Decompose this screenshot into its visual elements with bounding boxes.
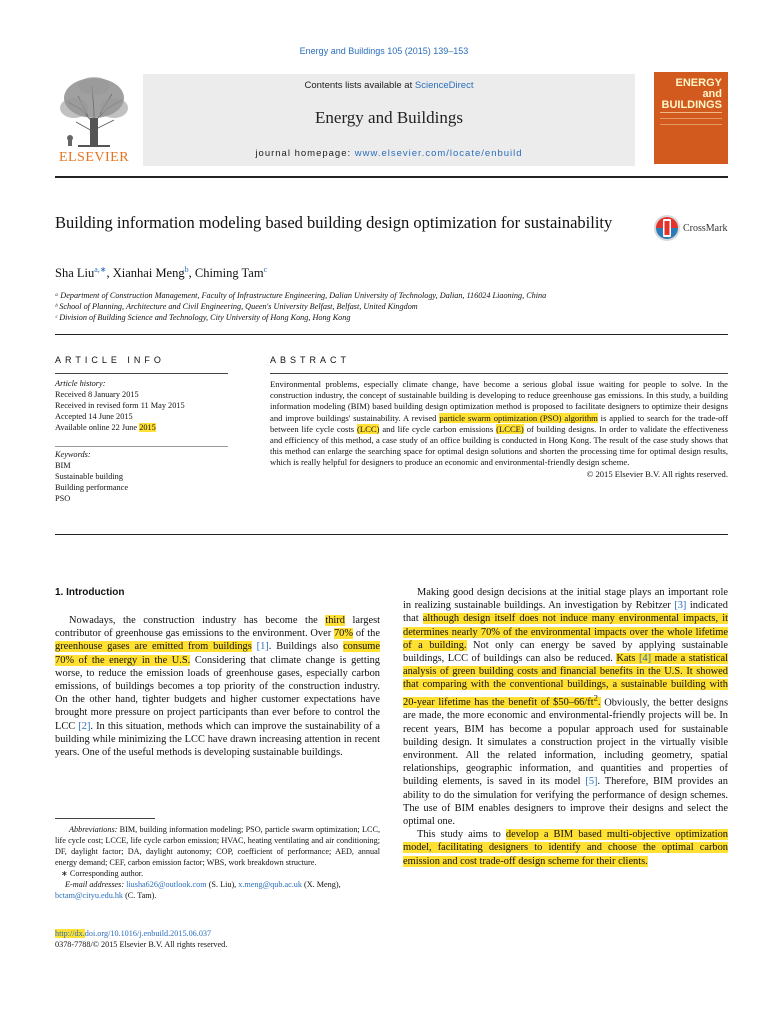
email-owner: (S. Liu), bbox=[206, 880, 239, 889]
section-heading: 1. Introduction bbox=[55, 587, 125, 598]
received-date: Received 8 January 2015 bbox=[55, 390, 139, 399]
keywords bbox=[55, 449, 230, 504]
homepage-link[interactable]: www.elsevier.com/locate/enbuild bbox=[354, 148, 523, 159]
text: indicated that bbox=[403, 600, 728, 625]
highlight: 70% bbox=[333, 628, 354, 640]
paragraph bbox=[403, 828, 728, 868]
citation-link[interactable]: [3] bbox=[674, 600, 687, 612]
abstract-body bbox=[270, 379, 728, 480]
text: . Therefore, BIM provides an ability to do the simulation for verifying the performance of design schemes. The use of BIM enables designers to improve their designs and select the optimal one. bbox=[403, 776, 728, 827]
contents-availability bbox=[143, 80, 635, 91]
paragraph bbox=[403, 586, 728, 828]
crossmark-label: CrossMark bbox=[683, 223, 728, 234]
abstract-text: of building designs. In order to validate the effectiveness and efficiency of this method, a case study of an office building is conducted in Hong Kong. The result of the case study shows that this method can enlarge the searching space for optimal design solutions and shorten the processing time for optimal design results, which is really helpful for designers to produce an economic and environmental-friendly design scheme. bbox=[270, 423, 728, 468]
crossmark-icon bbox=[652, 213, 684, 243]
text: This study aims to bbox=[417, 829, 506, 841]
highlight: 2015 bbox=[139, 423, 156, 432]
publisher-name: ELSEVIER bbox=[58, 150, 130, 165]
superscript: 2 bbox=[593, 692, 598, 703]
highlight: although design itself does not induce many environmental impacts, it determines nearly 70% of the environmental impacts over the whole lifetime of a building. bbox=[403, 613, 728, 651]
email-owner: (C. Tam). bbox=[123, 891, 157, 900]
keywords-label: Keywords: bbox=[55, 450, 91, 459]
abstract-rule bbox=[270, 373, 728, 374]
author-affiliation-marker[interactable]: a,∗ bbox=[94, 265, 107, 274]
author-list: Sha Liu$^{a,∗}$, Xianhai Meng$^b$, Chiming Tam$^c$ bbox=[55, 265, 268, 281]
author-affiliation-marker[interactable]: b bbox=[184, 265, 189, 274]
text: of the bbox=[353, 628, 380, 640]
body-column-right bbox=[403, 586, 728, 868]
author-name: Xianhai Meng bbox=[112, 266, 185, 281]
journal-header-band bbox=[143, 74, 635, 166]
homepage-prefix: journal homepage: bbox=[255, 148, 355, 159]
article-history bbox=[55, 378, 230, 433]
citation-link[interactable]: [2] bbox=[78, 720, 91, 732]
author-affiliation-marker[interactable]: c bbox=[263, 265, 268, 274]
doi-link[interactable] bbox=[55, 928, 380, 939]
email-label: E-mail addresses: bbox=[65, 880, 125, 889]
revised-date: Received in revised form 11 May 2015 bbox=[55, 401, 185, 410]
affiliation: ᵇ School of Planning, Architecture and Civil Engineering, Queen's University Belfast, Belfast, United Kingdom bbox=[55, 302, 418, 311]
online-prefix: Available online 22 June bbox=[55, 423, 140, 432]
citation-link[interactable]: [1] bbox=[256, 641, 269, 653]
header-rule bbox=[55, 176, 728, 178]
email-link[interactable]: liusha626@outlook.com bbox=[126, 880, 207, 889]
citation-link[interactable]: [4] bbox=[638, 653, 652, 665]
doi-text[interactable]: doi.org/10.1016/j.enbuild.2015.06.037 bbox=[84, 929, 212, 938]
keyword: BIM bbox=[55, 461, 71, 470]
abstract-heading: ABSTRACT bbox=[270, 355, 351, 365]
text: made a statistical analysis of green building costs and financial benefits in the U.S. It showed that comparing with the conventional buildings, a sustainable building with 20-year lifetime has the benefit of $50–66/ft bbox=[403, 653, 728, 709]
affiliation: ᶜ Division of Building Science and Technology, City University of Hong Kong, Hong Kong bbox=[55, 313, 351, 322]
journal-name: Energy and Buildings bbox=[315, 108, 463, 127]
keyword: Building performance bbox=[55, 483, 129, 492]
footnote-rule bbox=[55, 818, 155, 819]
sciencedirect-link[interactable]: ScienceDirect bbox=[414, 80, 474, 91]
footnotes bbox=[55, 824, 380, 901]
highlight: (LCCE) bbox=[496, 423, 524, 434]
keywords-rule bbox=[55, 446, 228, 447]
article-info-rule bbox=[55, 373, 228, 374]
text: Nowadays, the construction industry has become the bbox=[69, 615, 326, 626]
crossmark-badge[interactable] bbox=[652, 213, 732, 243]
online-date bbox=[55, 422, 230, 433]
abstract-text: is applied to search for the trade-off between life cycle costs bbox=[270, 412, 728, 434]
author-name: Chiming Tam bbox=[194, 266, 264, 281]
accepted-date: Accepted 14 June 2015 bbox=[55, 412, 133, 421]
abstract-text: and life cycle carbon emissions bbox=[379, 423, 497, 434]
highlight: third bbox=[325, 615, 345, 626]
doi-block bbox=[55, 928, 380, 950]
highlight: develop a BIM based multi-objective optimization model, facilitating designers to identify and choose the optimal carbon emission and cost trade-off design scheme for their clients. bbox=[403, 829, 728, 867]
affiliations bbox=[55, 290, 728, 323]
journal-homepage bbox=[143, 148, 635, 159]
journal-cover-thumbnail bbox=[654, 72, 728, 164]
affiliation: ᵃ Department of Construction Management, Faculty of Infrastructure Engineering, Dalian University of Technology, Dalian, 116024 Liaoning, China bbox=[55, 291, 547, 300]
contents-prefix: Contents lists available at bbox=[304, 80, 415, 91]
history-label: Article history: bbox=[55, 379, 106, 388]
email-addresses bbox=[55, 879, 380, 901]
email-link[interactable]: x.meng@qub.ac.uk bbox=[238, 880, 302, 889]
abbrev-label: Abbreviations: bbox=[69, 825, 118, 834]
paper-title: Building information modeling based building design optimization for sustainability bbox=[55, 213, 613, 232]
author-name: Sha Liu bbox=[55, 266, 95, 281]
paragraph bbox=[55, 614, 380, 759]
cover-title: ENERGY and BUILDINGS bbox=[661, 77, 722, 111]
keyword: Sustainable building bbox=[55, 472, 123, 481]
body-column-left bbox=[55, 614, 380, 759]
citation-link[interactable]: [5] bbox=[585, 776, 598, 788]
abstract-copyright: © 2015 Elsevier B.V. All rights reserved. bbox=[586, 468, 728, 479]
issn-line: 0378-7788/© 2015 Elsevier B.V. All rights reserved. bbox=[55, 940, 228, 949]
text: . Buildings also bbox=[268, 641, 344, 653]
email-owner: (X. Meng), bbox=[301, 880, 341, 889]
text: Making good design decisions at the initial stage plays an important role in realizing sustainable buildings. An investigation by Rebitzer bbox=[403, 587, 728, 612]
article-info-heading: ARTICLE INFO bbox=[55, 355, 165, 365]
highlight: particle swarm optimization (PSO) algorithm bbox=[439, 412, 598, 423]
text: . In this situation, methods which can improve the sustainability of a building while minimizing the LCC have drawn increasing attention in recent years. One of the useful methods is developing sustainable buildings. bbox=[55, 720, 380, 759]
abstract-text: Environmental problems, especially climate change, have become a serious global issue waiting for people to solve. In the construction industry, the concept of sustainable building is developing to reduce greenhouse gas emissions. In this study, a building information modeling (BIM) based building design optimization method is proposed to facilitate designers to optimize their designs and improve buildings' sustainability. A revised bbox=[270, 379, 728, 423]
highlight: (LCC) bbox=[357, 423, 380, 434]
text: largest contributor of greenhouse gas emissions to the environment. Over bbox=[55, 615, 380, 640]
body-rule bbox=[55, 534, 728, 535]
highlight: greenhouse gases are emitted from buildings bbox=[55, 641, 252, 653]
section-rule bbox=[55, 334, 728, 335]
abbrev-text: BIM, building information modeling; PSO, particle swarm optimization; LCC, life cycle cost; LCCE, life cycle carbon emission; HVAC, heating ventilating and air conditioning; DF, daylight factor; DA, daylight autonomy; COP, coefficient of performance; AED, annual energy demand; CEF, carbon emission factor; WBS, work breakdown structure. bbox=[55, 825, 380, 867]
text: Not only can energy be saved by applying sustainable buildings, LCC of buildings can also be reduced. bbox=[403, 639, 728, 665]
text: Considering that climate change is getting worse, to reduce the emission loads of greenhouse gases, especially carbon emissions, of buildings becomes a top priority of the construction industry. On the other hand, tighter budgets and higher customer expectations have brought more pressure on project participants than ever before to control the LCC bbox=[55, 654, 380, 732]
corresponding-author: ∗ Corresponding author. bbox=[61, 869, 144, 878]
highlight[interactable]: http://dx. bbox=[55, 929, 85, 938]
email-link[interactable]: bctam@cityu.edu.hk bbox=[55, 891, 124, 900]
journal-reference[interactable]: Energy and Buildings 105 (2015) 139–153 bbox=[299, 46, 469, 56]
text: . bbox=[597, 697, 601, 709]
abbreviations-note bbox=[55, 824, 380, 868]
keyword: PSO bbox=[55, 494, 71, 503]
highlight: consume 70% of the energy in the U.S. bbox=[55, 641, 380, 666]
text: Obviously, the better designs are made, the more economic and environmental-friendly projects will be. In recent years, BIM has become a popular approach used for sustainable building design. It simulates a construction project in the virtually visible environment. All the related information, including geometry, spatial relationships, geographic information, and quantities and properties of building elements, is saved in its model bbox=[403, 697, 728, 788]
text: Kats bbox=[616, 653, 639, 665]
